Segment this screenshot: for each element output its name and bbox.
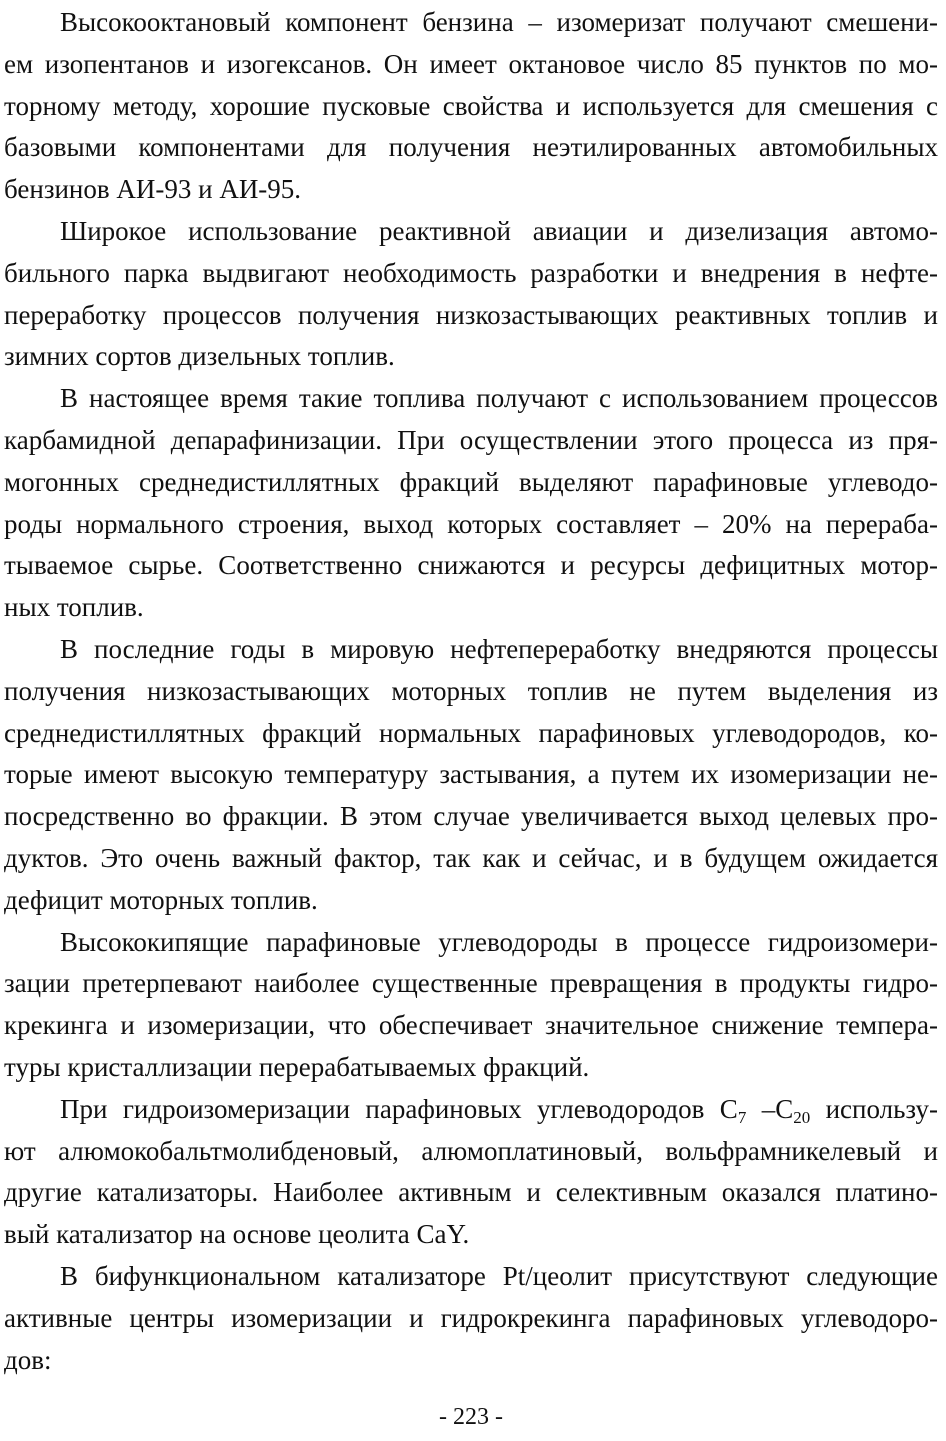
document-page bbox=[4, 0, 938, 1441]
paragraph-1 bbox=[4, 2, 938, 211]
subscript: 20 bbox=[793, 1107, 811, 1127]
paragraph-3 bbox=[4, 378, 938, 629]
page-number: - 223 - bbox=[439, 1404, 503, 1430]
text-line-with-formula bbox=[4, 1089, 938, 1131]
text-fragment: При гидроизомеризации парафиновых углеводородов C bbox=[60, 1093, 738, 1124]
text-line: дефицит моторных топлив. bbox=[4, 884, 318, 915]
paragraph-7 bbox=[4, 1256, 938, 1381]
paragraph-2 bbox=[4, 211, 938, 378]
text-fragment: –C bbox=[746, 1093, 794, 1124]
text-line: зации претерпевают наиболее существенные превращения в продукты гидро- bbox=[4, 968, 938, 999]
subscript: 7 bbox=[737, 1107, 747, 1127]
text-line: Высококипящие парафиновые углеводороды в процессе гидроизомери- bbox=[60, 926, 938, 957]
text-line: могонных среднедистиллятных фракций выделяют парафиновые углеводо- bbox=[4, 466, 938, 497]
text-line: Высокооктановый компонент бензина – изомеризат получают смешени- bbox=[60, 7, 938, 37]
paragraph-6 bbox=[4, 1089, 938, 1256]
text-fragment: использу- bbox=[810, 1093, 939, 1124]
text-line: туры кристаллизации перерабатываемых фракций. bbox=[4, 1051, 590, 1082]
paragraph-4 bbox=[4, 629, 938, 922]
text-line: активные центры изомеризации и гидрокрекинга парафиновых углеводоро- bbox=[4, 1302, 938, 1333]
text-line: бильного парка выдвигают необходимость разработки и внедрения в нефте- bbox=[4, 257, 938, 288]
text-line: ем изопентанов и изогексанов. Он имеет октановое число 85 пунктов по мо- bbox=[4, 48, 938, 79]
body-text bbox=[4, 2, 938, 1381]
text-line: базовыми компонентами для получения неэтилированных автомобильных bbox=[4, 132, 938, 163]
text-line: дов: bbox=[4, 1344, 52, 1375]
text-line: торые имеют высокую температуру застывания, а путем их изомеризации не- bbox=[4, 759, 938, 790]
text-line: Широкое использование реактивной авиации и дизелизация автомо- bbox=[60, 215, 938, 246]
text-line: ных топлив. bbox=[4, 592, 144, 623]
text-line: среднедистиллятных фракций нормальных парафиновых углеводородов, ко- bbox=[4, 717, 938, 748]
text-line: крекинга и изомеризации, что обеспечивает значительное снижение темпера- bbox=[4, 1010, 938, 1041]
text-line: роды нормального строения, выход которых составляет – 20% на перераба- bbox=[4, 508, 938, 539]
text-line: вый катализатор на основе цеолита CaY. bbox=[4, 1219, 470, 1250]
text-line: В последние годы в мировую нефтепереработку внедряются процессы bbox=[60, 633, 938, 664]
text-line: В настоящее время такие топлива получают с использованием процессов bbox=[60, 383, 938, 414]
text-line: зимних сортов дизельных топлив. bbox=[4, 341, 395, 372]
text-line: торному методу, хорошие пусковые свойства и используется для смешения с bbox=[4, 90, 938, 121]
text-line: переработку процессов получения низкозастывающих реактивных топлив и bbox=[4, 299, 938, 330]
text-line: посредственно во фракции. В этом случае увеличивается выход целевых про- bbox=[4, 801, 938, 832]
text-line: бензинов АИ-93 и АИ-95. bbox=[4, 174, 302, 205]
text-line: карбамидной депарафинизации. При осуществлении этого процесса из пря- bbox=[4, 424, 938, 455]
text-line: получения низкозастывающих моторных топлив не путем выделения из bbox=[4, 675, 938, 706]
text-line: другие катализаторы. Наиболее активным и селективным оказался платино- bbox=[4, 1177, 938, 1208]
paragraph-5 bbox=[4, 922, 938, 1089]
text-line: ют алюмокобальтмолибденовый, алюмоплатиновый, вольфрамникелевый и bbox=[4, 1135, 938, 1166]
text-line: дуктов. Это очень важный фактор, так как и сейчас, и в будущем ожидается bbox=[4, 842, 938, 873]
text-line: В бифункциональном катализаторе Pt/цеолит присутствуют следующие bbox=[60, 1260, 938, 1291]
text-line: тываемое сырье. Соответственно снижаются и ресурсы дефицитных мотор- bbox=[4, 550, 938, 581]
